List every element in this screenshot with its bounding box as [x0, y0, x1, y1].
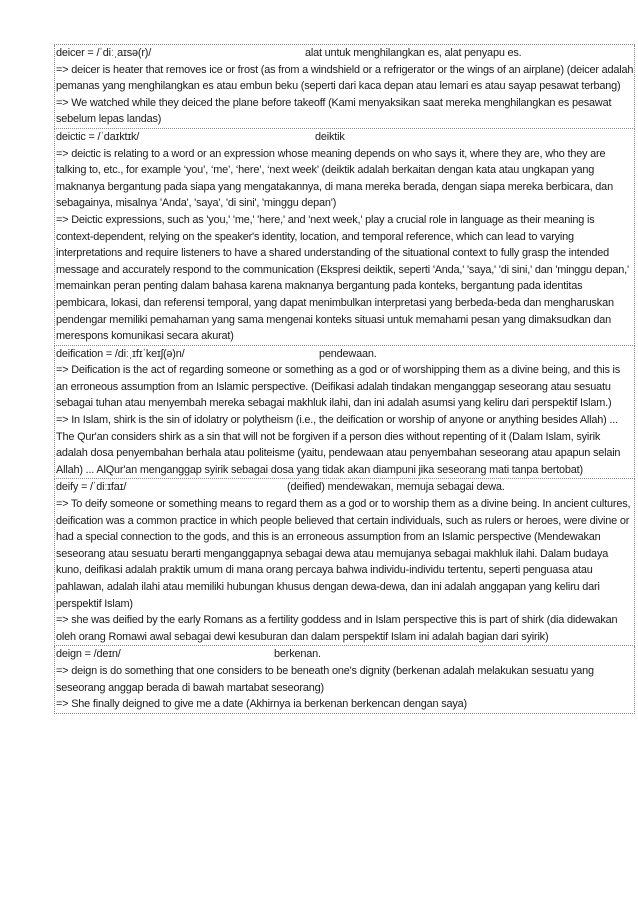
- definition-line: => deictic is relating to a word or an expression whose meaning depends on who says it, where they are, who they are talking to, etc., for example ‘you’, ‘me’, ‘here’, ‘next week’ (deiktik adalah berkaitan dengan kata atau ungkapan yang maknanya bergantung pada siapa yang mengatakannya, di mana mereka berada, dengan siapa mereka berbicara, dan sebagainya, misalnya 'Anda', 'saya', 'di sini', 'minggu depan'): [56, 147, 613, 210]
- definition-line: => deign is do something that one considers to be beneath one's dignity (berkenan adalah melakukan sesuatu yang seseorang anggap berada di bawah martabat seseorang): [56, 664, 594, 694]
- entry-deify: [54, 479, 635, 646]
- example-line: => Deictic expressions, such as 'you,' 'me,' 'here,' and 'next week,' play a crucial role in language as their meaning is context-dependent, relying on the speaker's identity, location, and temporal reference, which can lead to varying interpretations and require listeners to have a shared understanding of the situational context to fully grasp the intended message and accurately respond to the communication (Ekspresi deiktik, seperti 'Anda,' 'saya,' 'di sini,' dan 'minggu depan,' memainkan peran penting dalam bahasa karena maknanya bergantung pada konteks, bergantung pada identitas pembicara, lokasi, dan referensi temporal, yang dapat menimbulkan interpretasi yang berbeda-beda dan mengharuskan pendengar memiliki pemahaman yang sama mengenai konteks situasi untuk memahami pesan yang dimaksudkan dan merespons komunikasi secara akurat): [56, 213, 629, 343]
- term-translation: pendewaan.: [319, 347, 377, 360]
- term-translation: alat untuk menghilangkan es, alat penyapu es.: [305, 47, 522, 59]
- example-line: => she was deified by the early Romans as a fertility goddess and in Islam perspective this is part of shirk (dia didewakan oleh orang Romawi awal sebagai dewi kesuburan dan dalam perspektif Islam ini adalah bagian dari syirik): [56, 614, 618, 643]
- entry-deification: [54, 346, 635, 480]
- entry-header: [56, 479, 634, 496]
- example-line: => She finally deigned to give me a date (Akhirnya ia berkenan berkencan dengan saya): [56, 698, 467, 711]
- term-translation: berkenan.: [274, 648, 321, 661]
- glossary-table: [54, 44, 635, 714]
- entry-header: [56, 646, 634, 663]
- entry-header: [56, 129, 634, 146]
- term-translation: (deified) mendewakan, memuja sebagai dewa.: [287, 481, 505, 494]
- definition-line: => To deify someone or something means to regard them as a god or to worship them as a divine being. In ancient cultures, deification was a common practice in which people believed that certain individuals, such as rulers or heroes, were divine or had a special connection to the gods, and this is an erroneous assumption from an Islamic perspective (Mendewakan seseorang atau sesuatu berarti menganggapnya sebagai dewa atau memujanya sebagai makhluk ilahi. Dalam budaya kuno, deifikasi adalah praktik umum di mana orang percaya bahwa individu-individu tertentu, seperti penguasa atau pahlawan, adalah ilahi atau memiliki hubungan khusus dengan dewa-dewa, dan ini adalah anggapan yang keliru dari perspektif Islam): [56, 498, 631, 610]
- definition-line: => Deification is the act of regarding someone or something as a god or of worshipping them as a divine being, and this is an erroneous assumption from an Islamic perspective. (Deifikasi adalah tindakan menganggap seseorang atau sesuatu sebagai tuhan atau menyembah mereka sebagai makhluk ilahi, dan ini adalah asumsi yang keliru dari perspektif Islam.): [56, 364, 621, 410]
- term-pronunciation: deicer = /ˈdiːˌaɪsə(r)/: [56, 47, 152, 59]
- entry-deicer: [54, 45, 635, 129]
- example-line: => In Islam, shirk is the sin of idolatry or polytheism (i.e., the deification or worship of anyone or anything besides Allah) ... The Qur'an considers shirk as a sin that will not be forgiven if a person dies without repenting of it (Dalam Islam, syirik adalah dosa penyembahan berhala atau politeisme (yaitu, pendewaan atau penyembahan seseorang atau apapun selain Allah) ... AlQur'an menganggap syirik sebagai dosa yang tidak akan diampuni jika seseorang mati tanpa bertobat): [56, 414, 621, 476]
- term-pronunciation: deign = /deɪn/: [56, 648, 121, 661]
- term-pronunciation: deictic = /ˈdaɪktɪk/: [56, 130, 140, 143]
- entry-deictic: [54, 129, 635, 346]
- example-line: => We watched while they deiced the plane before takeoff (Kami menyaksikan saat mereka menghilangkan es pesawat sebelum lepas landas): [56, 96, 612, 126]
- term-translation: deiktik: [315, 130, 345, 143]
- term-pronunciation: deification = /diːˌɪfɪˈkeɪʃ(ə)n/: [56, 347, 185, 360]
- entry-deign: [54, 646, 635, 713]
- definition-line: => deicer is heater that removes ice or frost (as from a windshield or a refrigerator or the wings of an airplane) (deicer adalah pemanas yang menghilangkan es atau embun beku (seperti dari kaca depan atau lemari es atau sayap pesawat terbang): [56, 63, 634, 93]
- entry-header: [56, 346, 634, 363]
- term-pronunciation: deify = /ˈdiːɪfaɪ/: [56, 481, 127, 494]
- entry-header: [56, 45, 634, 62]
